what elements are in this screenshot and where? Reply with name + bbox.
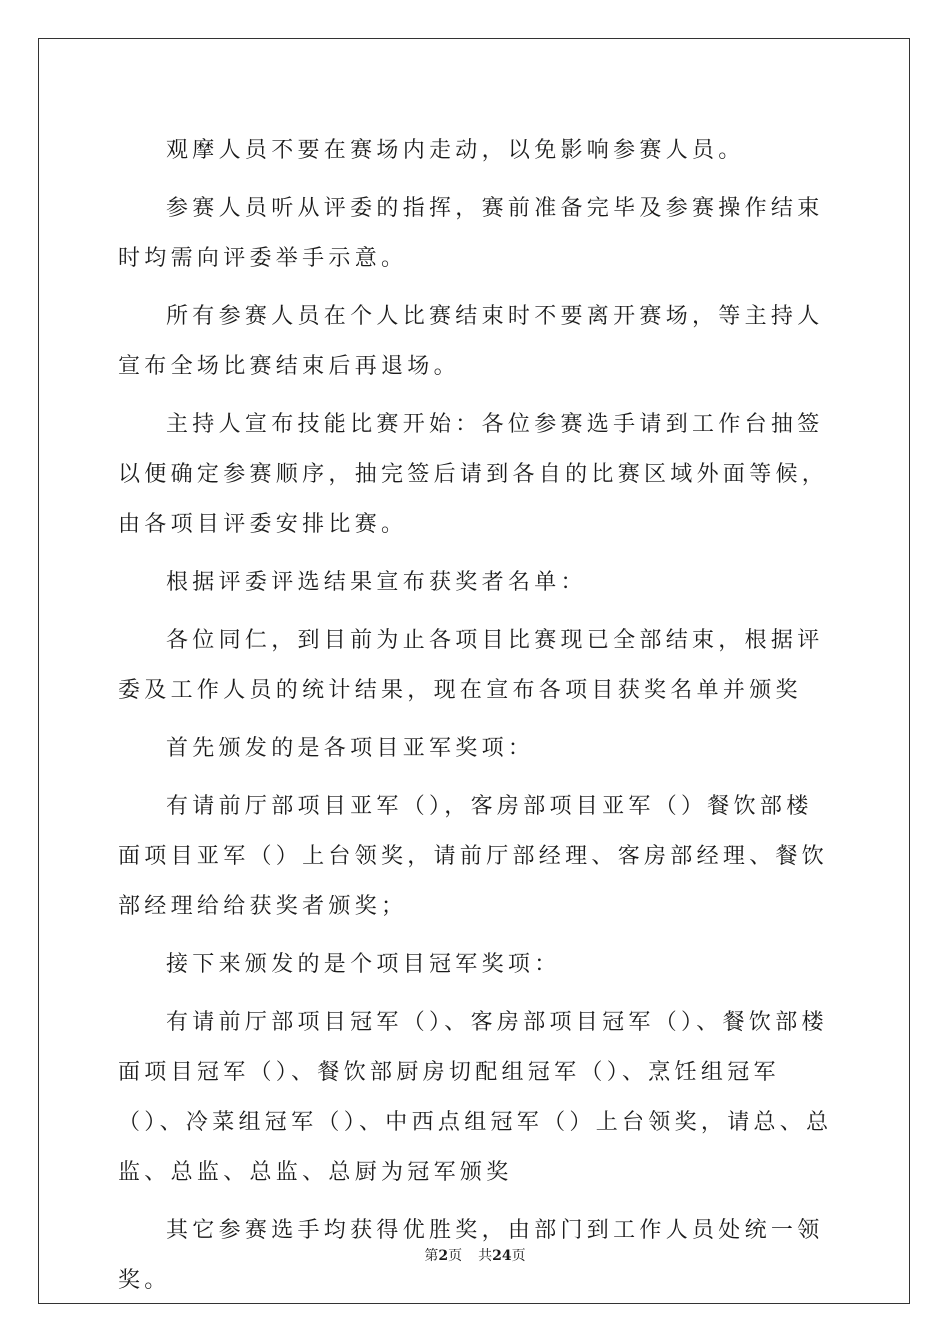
total-prefix: 共	[478, 1248, 493, 1264]
paragraph: 主持人宣布技能比赛开始：各位参赛选手请到工作台抽签以便确定参赛顺序，抽完签后请到各自的比赛区域外面等候，由各项目评委安排比赛。	[118, 412, 829, 537]
paragraph: 观摩人员不要在赛场内走动，以免影响参赛人员。	[166, 138, 745, 163]
paragraph: 有请前厅部项目亚军（），客房部项目亚军（）餐饮部楼面项目亚军（）上台领奖，请前厅部经理、客房部经理、餐饮部经理给给获奖者颁奖；	[118, 794, 829, 919]
page-prefix: 第	[424, 1248, 439, 1264]
page-suffix: 页	[448, 1248, 463, 1264]
page-footer	[0, 1246, 950, 1266]
paragraph: 其它参赛选手均获得优胜奖，由部门到工作人员处统一领奖。	[118, 1218, 824, 1293]
total-pages: 24	[492, 1248, 512, 1264]
paragraph: 参赛人员听从评委的指挥，赛前准备完毕及参赛操作结束时均需向评委举手示意。	[118, 196, 824, 271]
page-number: 2	[438, 1248, 449, 1264]
paragraph: 有请前厅部项目冠军（）、客房部项目冠军（）、餐饮部楼面项目冠军（）、餐饮部厨房切配组冠军（）、烹饪组冠军（）、冷菜组冠军（）、中西点组冠军（）上台领奖，请总、总监、总监、总监、总厨为冠军颁奖	[118, 1010, 833, 1185]
paragraph: 所有参赛人员在个人比赛结束时不要离开赛场，等主持人宣布全场比赛结束后再退场。	[118, 304, 824, 379]
paragraph: 根据评委评选结果宣布获奖者名单：	[166, 570, 587, 595]
paragraph: 各位同仁，到目前为止各项目比赛现已全部结束，根据评委及工作人员的统计结果，现在宣布各项目获奖名单并颁奖	[118, 628, 824, 703]
paragraph: 首先颁发的是各项目亚军奖项：	[166, 736, 535, 761]
document-body	[118, 126, 834, 1314]
total-suffix: 页	[511, 1248, 526, 1264]
paragraph: 接下来颁发的是个项目冠军奖项：	[166, 952, 561, 977]
